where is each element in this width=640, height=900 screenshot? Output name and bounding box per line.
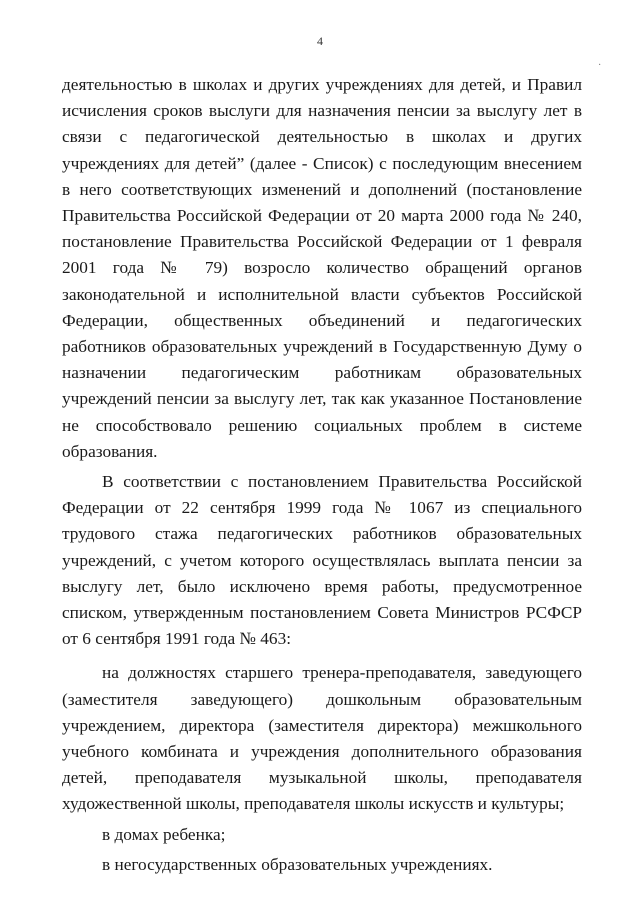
paragraph-resolution-1067: В соответствии с постановлением Правительства Российской Федерации от 22 сентября 1999 года № 1067 из специального трудового стажа педагогических работников образовательных учреждений, с учетом которого осуществлялась выплата пенсии за выслугу лет, было исключено время работы, предусмотренное списком, утвержденным постановлением Совета Министров РСФСР от 6 сентября 1991 года № 463: [62,472,582,649]
margin-dot: · [598,60,602,71]
paragraph-list-context: деятельностью в школах и других учреждениях для детей, и Правил исчисления сроков выслуги для назначения пенсии за выслугу лет в связи с педагогической деятельностью в школах и других учреждениях для детей” (далее - Список) с последующим внесением в него соответствующих изменений и дополнений (постановление Правительства Российской Федерации от 20 марта 2000 года № 240, постановление Правительства Российской Федерации от 1 февраля 2001 года № 79) возросло количество обращений органов законодательной и исполнительной власти субъектов Российской Федерации, общественных объединений и педагогических работников образовательных учреждений в Государственную Думу о назначении педагогическим работникам образовательных учреждений пенсии за выслугу лет, так как указанное Постановление не способствовало решению социальных проблем в системе образования. [62,75,582,461]
paragraph-non-state-institutions: в негосударственных образовательных учреждениях. [102,854,493,874]
paragraph-children-homes: в домах ребенка; [102,824,226,844]
document-body [62,72,582,878]
page-number: 4 [317,34,323,48]
paragraph-positions: на должностях старшего тренера-преподавателя, заведующего (заместителя заведующего) дошкольным образовательным учреждением, директора (заместителя директора) межшкольного учебного комбината и учреждения дополнительного образования детей, преподавателя музыкальной школы, преподавателя художественной школы, преподавателя школы искусств и культуры; [62,663,582,814]
